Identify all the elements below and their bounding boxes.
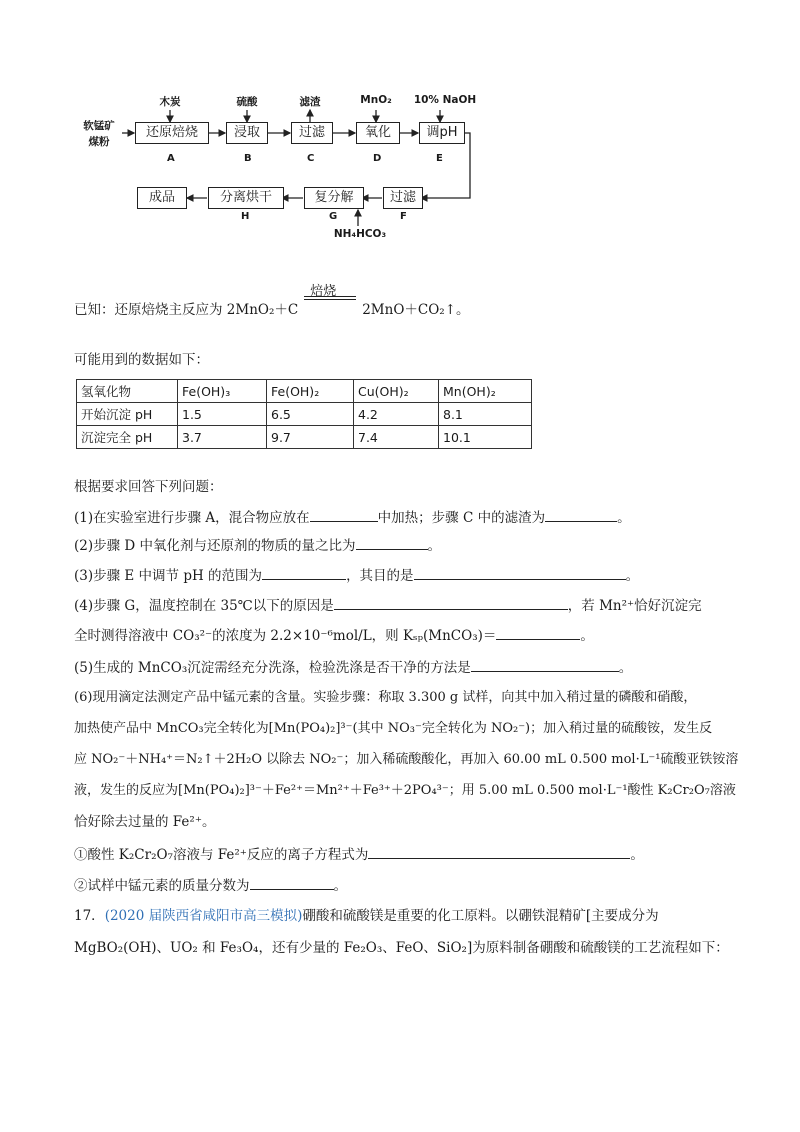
q1-text-a: (1)在实验室进行步骤 A，混合物应放在 [74,510,310,526]
known-prefix: 已知：还原焙烧主反应为 2MnO₂＋C [74,302,299,318]
flow-input-nh4hco3: NH₄HCO₃ [333,228,387,240]
q3-text-b: ，其目的是 [346,568,414,584]
flow-feed-top: 软锰矿 [83,120,115,132]
flow-letter-f: F [400,211,407,222]
q6-sub1-text: ①酸性 K₂Cr₂O₇溶液与 Fe²⁺反应的离子方程式为 [74,847,369,863]
known-suffix: 2MnO＋CO₂↑。 [362,302,470,318]
question-6-line-4: 液，发生的反应为[Mn(PO₄)₂]³⁻＋Fe²⁺＝Mn²⁺＋Fe³⁺＋2PO₄³⁻；用 5.00 mL 0.500 mol·L⁻¹酸性 K₂Cr₂O₇溶液 [74,783,736,798]
q1-text-b: 中加热；步骤 C 中的滤渣为 [377,510,546,526]
q4-text-b: ，若 Mn²⁺恰好沉淀完 [567,598,702,614]
q5-text-b: 。 [618,660,633,676]
answer-blank[interactable] [356,535,428,550]
question-intro: 根据要求回答下列问题： [74,479,223,495]
q17-text-1: 硼酸和硫酸镁是重要的化工原料。以硼铁混精矿[主要成分为 [302,908,659,924]
answer-blank[interactable] [545,507,617,522]
table-row [77,426,532,449]
q4-text-d: 。 [580,628,594,644]
table-cell: 沉淀完全 pH [77,426,178,449]
flow-step-filtration-2: 过滤 [383,187,423,209]
flow-step-oxidation: 氧化 [356,122,400,144]
table-cell: 10.1 [439,426,532,449]
q2-text-b: 。 [427,538,442,554]
reaction-condition-label: 焙烧 [310,284,337,299]
answer-blank[interactable] [471,657,619,672]
question-number: 17． [74,908,105,924]
question-4-line-2 [74,625,594,646]
flow-step-product: 成品 [137,187,187,209]
q2-text-a: (2)步骤 D 中氧化剂与还原剂的物质的量之比为 [74,538,356,554]
question-3 [74,565,639,586]
reaction-condition [298,284,362,314]
question-2 [74,535,441,556]
question-4-line-1 [74,595,702,616]
flow-step-adjust-ph: 调pH [419,122,465,144]
q4-text-a: (4)步骤 G，温度控制在 35℃以下的原因是 [74,598,334,614]
table-cell: 4.2 [354,403,439,426]
question-6-line-3: 应 NO₂⁻＋NH₄⁺＝N₂↑＋2H₂O 以除去 NO₂⁻；加入稀硫酸酸化，再加入 60.00 mL 0.500 mol·L⁻¹硫酸亚铁铵溶 [74,752,739,767]
flow-output-residue: 滤渣 [299,96,321,108]
table-header: Fe(OH)₂ [267,380,354,403]
question-6-sub-1 [74,844,644,865]
question-6-line-1: (6)现用滴定法测定产品中锰元素的含量。实验步骤：称取 3.300 g 试样，向其中加入稍过量的磷酸和硝酸， [74,690,697,705]
table-cell: 1.5 [178,403,267,426]
question-17-line-1 [74,906,659,926]
flow-letter-c: C [307,153,315,164]
flow-step-double-decomposition: 复分解 [304,187,364,209]
flow-input-sulfuric-acid: 硫酸 [236,96,258,108]
table-header: Fe(OH)₃ [178,380,267,403]
answer-blank[interactable] [250,875,334,890]
answer-blank[interactable] [262,565,346,580]
q6-sub2-end: 。 [333,878,347,894]
question-6-sub-2 [74,875,347,896]
flow-step-filtration-1: 过滤 [291,122,333,144]
question-6-line-5: 恰好除去过量的 Fe²⁺。 [74,814,216,830]
answer-blank[interactable] [414,565,626,580]
flow-letter-e: E [436,153,443,164]
q6-sub1-end: 。 [630,847,644,863]
table-cell: 7.4 [354,426,439,449]
question-5 [74,657,632,678]
q3-text-a: (3)步骤 E 中调节 pH 的范围为 [74,568,263,584]
table-intro: 可能用到的数据如下： [74,352,209,368]
table-row [77,403,532,426]
hydroxide-table [76,379,532,449]
question-source-link[interactable]: (2020 届陕西省咸阳市高三模拟) [104,908,303,924]
table-cell: 8.1 [439,403,532,426]
known-reaction [74,284,470,318]
q4-text-c: 全时测得溶液中 CO₃²⁻的浓度为 2.2×10⁻⁶mol/L，则 Kₛₚ(MnCO₃)＝ [74,628,497,644]
table-cell: 9.7 [267,426,354,449]
flow-letter-h: H [241,211,250,222]
flow-input-naoh: 10% NaOH [413,94,477,106]
question-17-line-2: MgBO₂(OH)、UO₂ 和 Fe₃O₄，还有少量的 Fe₂O₃、FeO、SiO₂]为原料制备硼酸和硫酸镁的工艺流程如下： [74,940,729,956]
flow-letter-b: B [244,153,252,164]
q3-text-c: 。 [625,568,640,584]
flow-letter-d: D [373,153,382,164]
answer-blank[interactable] [310,507,378,522]
double-equal-sign [304,296,356,300]
flow-letter-a: A [167,153,175,164]
flow-input-charcoal: 木炭 [159,96,181,108]
table-cell: 6.5 [267,403,354,426]
answer-blank[interactable] [496,625,580,640]
q5-text-a: (5)生成的 MnCO₃沉淀需经充分洗涤，检验洗涤是否干净的方法是 [74,660,471,676]
table-header: Cu(OH)₂ [354,380,439,403]
table-header-row [77,380,532,403]
answer-blank[interactable] [368,844,630,859]
flow-step-separate-dry: 分离烘干 [208,187,284,209]
question-1 [74,507,631,528]
flow-step-leaching: 浸取 [226,122,268,144]
flow-letter-g: G [329,211,338,222]
table-header: Mn(OH)₂ [439,380,532,403]
question-6-line-2: 加热使产品中 MnCO₃完全转化为[Mn(PO₄)₂]³⁻(其中 NO₃⁻完全转化为 NO₂⁻)；加入稍过量的硫酸铵，发生反 [74,721,713,736]
table-header: 氢氧化物 [77,380,178,403]
flow-step-reduction-roasting: 还原焙烧 [135,122,209,144]
table-cell: 开始沉淀 pH [77,403,178,426]
flow-input-mno2: MnO₂ [360,94,392,106]
answer-blank[interactable] [334,595,568,610]
flow-feed-bottom: 煤粉 [88,136,110,148]
q6-sub2-text: ②试样中锰元素的质量分数为 [74,878,250,894]
q1-text-c: 。 [617,510,631,526]
table-cell: 3.7 [178,426,267,449]
